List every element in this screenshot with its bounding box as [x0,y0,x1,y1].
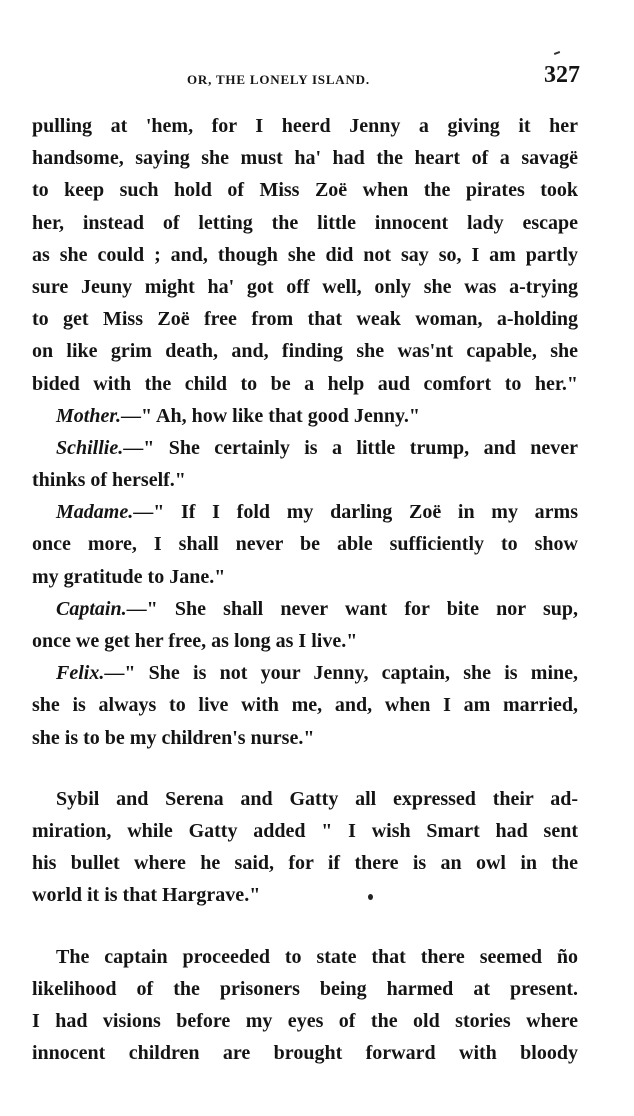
text-line: once more, I shall never be able sufficiently to show [32,533,578,556]
dialogue-text: —" She is not your Jenny, captain, she is mine, [104,662,578,685]
text-line: to get Miss Zoë free from that weak woman, a-holding [32,308,578,331]
text-line: on like grim death, and, finding she was'nt capable, she [32,340,578,363]
running-head [32,62,578,96]
text-line: I had visions before my eyes of the old stories where [32,1009,578,1032]
ink-dot [368,894,373,900]
paragraph-gap [32,754,578,783]
text-line: innocent children are brought forward with bloody [32,1042,578,1065]
dialogue-schillie [32,432,578,464]
dialogue-text: —" Ah, how like that good Jenny." [121,404,420,427]
text-line: The captain proceeded to state that there seemed ño [56,945,578,968]
text-line: she is always to live with me, and, when I am married, [32,694,578,717]
dialogue-felix [32,657,578,689]
text-line: his bullet where he said, for if there is an owl in the [32,852,578,875]
text-line: she is to be my children's nurse." [32,726,315,749]
dialogue-captain [32,593,578,625]
speaker-name: Madame. [56,501,134,524]
dialogue-text: —" She shall never want for bite nor sup, [126,597,578,620]
speaker-name: Schillie. [56,436,124,459]
speaker-name: Mother. [56,404,122,427]
text-line: to keep such hold of Miss Zoë when the pirates took [32,179,578,202]
text-line: miration, while Gatty added " I wish Smart had sent [32,819,578,842]
speaker-name: Captain. [56,597,127,620]
ink-speck [554,51,560,55]
text-line: bided with the child to be a help aud comfort to her." [32,372,578,395]
text-line: handsome, saying she must ha' had the heart of a savagë [32,147,578,170]
text-line: her, instead of letting the little innocent lady escape [32,211,578,234]
dialogue-text: —" She certainly is a little trump, and never [123,436,578,459]
dialogue-text: —" If I fold my darling Zoë in my arms [133,501,578,524]
text-line: sure Jeuny might ha' got off well, only she was a-trying [32,275,578,298]
book-page [32,62,578,1069]
speaker-name: Felix. [56,662,105,685]
text-line: likelihood of the prisoners being harmed at present. [32,977,578,1000]
text-line-with-mark [32,879,578,911]
running-title: OR, THE LONELY ISLAND. [187,72,370,87]
text-line: thinks of herself." [32,469,186,492]
dialogue-mother [32,400,578,432]
text-span: world it is that Hargrave." [32,884,261,907]
text-line: Sybil and Serena and Gatty all expressed their ad- [56,787,578,810]
text-line: pulling at 'hem, for I heerd Jenny a giving it her [32,115,578,137]
dialogue-madame [32,496,578,528]
paragraph-gap [32,912,578,941]
text-line: once we get her free, as long as I live." [32,630,358,652]
page-number: 327 [544,62,580,88]
text-line: as she could ; and, though she did not say so, I am partly [32,243,578,266]
text-line: my gratitude to Jane." [32,565,226,588]
body-text [32,110,578,1069]
